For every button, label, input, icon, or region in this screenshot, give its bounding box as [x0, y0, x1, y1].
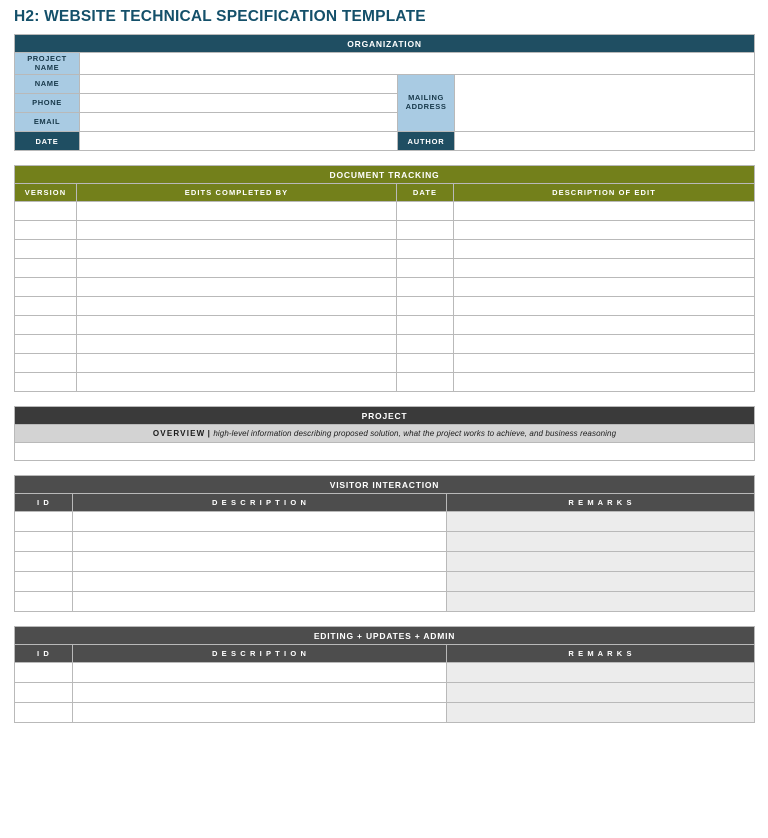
cell-edits-completed-by[interactable] [77, 221, 397, 240]
label-project-name: PROJECT NAME [15, 53, 80, 75]
cell-description[interactable] [73, 683, 447, 703]
overview-input[interactable] [15, 443, 755, 461]
cell-date[interactable] [397, 259, 454, 278]
table-row [15, 259, 755, 278]
cell-version[interactable] [15, 316, 77, 335]
overview-hint: high-level information describing proposed solution, what the project works to achieve, and business reasoning [213, 429, 617, 438]
visitor-interaction-band: VISITOR INTERACTION [15, 476, 755, 494]
cell-id[interactable] [15, 703, 73, 723]
cell-edits-completed-by[interactable] [77, 259, 397, 278]
cell-remarks[interactable] [447, 552, 755, 572]
input-phone[interactable] [80, 94, 398, 113]
overview-header [15, 425, 755, 443]
project-band: PROJECT [15, 407, 755, 425]
visitor-interaction-section [14, 475, 754, 612]
table-row [15, 240, 755, 259]
cell-date[interactable] [397, 373, 454, 392]
col-id: I D [15, 645, 73, 663]
label-author: AUTHOR [398, 132, 455, 151]
cell-date[interactable] [397, 221, 454, 240]
col-remarks: R E M A R K S [447, 494, 755, 512]
cell-version[interactable] [15, 221, 77, 240]
cell-date[interactable] [397, 202, 454, 221]
overview-separator: | [207, 429, 212, 438]
cell-version[interactable] [15, 259, 77, 278]
cell-description[interactable] [73, 703, 447, 723]
cell-edits-completed-by[interactable] [77, 354, 397, 373]
cell-date[interactable] [397, 297, 454, 316]
cell-version[interactable] [15, 354, 77, 373]
cell-version[interactable] [15, 373, 77, 392]
cell-id[interactable] [15, 572, 73, 592]
table-row [15, 552, 755, 572]
input-date[interactable] [80, 132, 398, 151]
cell-edits-completed-by[interactable] [77, 335, 397, 354]
col-edits-completed-by: EDITS COMPLETED BY [77, 184, 397, 202]
cell-description[interactable] [73, 532, 447, 552]
label-date: DATE [15, 132, 80, 151]
cell-description-of-edit[interactable] [454, 297, 755, 316]
cell-description-of-edit[interactable] [454, 373, 755, 392]
cell-description-of-edit[interactable] [454, 335, 755, 354]
table-row [15, 683, 755, 703]
document-tracking-table [14, 165, 755, 392]
table-row [15, 512, 755, 532]
table-row [15, 335, 755, 354]
cell-remarks[interactable] [447, 683, 755, 703]
editing-updates-admin-band: EDITING + UPDATES + ADMIN [15, 627, 755, 645]
input-email[interactable] [80, 113, 398, 132]
cell-remarks[interactable] [447, 512, 755, 532]
cell-version[interactable] [15, 278, 77, 297]
table-row [15, 202, 755, 221]
editing-updates-admin-section [14, 626, 754, 723]
input-project-name[interactable] [80, 53, 755, 75]
cell-remarks[interactable] [447, 663, 755, 683]
cell-remarks[interactable] [447, 703, 755, 723]
cell-id[interactable] [15, 552, 73, 572]
cell-edits-completed-by[interactable] [77, 240, 397, 259]
input-name[interactable] [80, 75, 398, 94]
cell-version[interactable] [15, 335, 77, 354]
cell-description-of-edit[interactable] [454, 221, 755, 240]
table-row [15, 297, 755, 316]
cell-id[interactable] [15, 532, 73, 552]
cell-edits-completed-by[interactable] [77, 297, 397, 316]
table-row [15, 221, 755, 240]
cell-date[interactable] [397, 316, 454, 335]
cell-date[interactable] [397, 335, 454, 354]
input-mailing-address[interactable] [455, 75, 755, 132]
table-row [15, 354, 755, 373]
cell-description-of-edit[interactable] [454, 240, 755, 259]
cell-date[interactable] [397, 240, 454, 259]
document-tracking-band: DOCUMENT TRACKING [15, 166, 755, 184]
cell-version[interactable] [15, 297, 77, 316]
cell-id[interactable] [15, 663, 73, 683]
col-description-of-edit: DESCRIPTION OF EDIT [454, 184, 755, 202]
organization-section [14, 34, 754, 151]
col-version: VERSION [15, 184, 77, 202]
label-email: EMAIL [15, 113, 80, 132]
table-row [15, 592, 755, 612]
cell-description[interactable] [73, 663, 447, 683]
project-section [14, 406, 754, 461]
overview-label: OVERVIEW [152, 429, 206, 438]
editing-updates-admin-table [14, 626, 755, 723]
cell-description-of-edit[interactable] [454, 202, 755, 221]
table-row [15, 572, 755, 592]
document-tracking-section [14, 165, 754, 392]
cell-description[interactable] [73, 592, 447, 612]
input-author[interactable] [455, 132, 755, 151]
page-title [0, 0, 768, 34]
table-row [15, 532, 755, 552]
page-title-text: H2: WEBSITE TECHNICAL SPECIFICATION TEMPLATE [14, 8, 426, 25]
project-table [14, 406, 755, 461]
label-mailing-address: MAILING ADDRESS [398, 75, 455, 132]
col-description: D E S C R I P T I O N [73, 494, 447, 512]
cell-edits-completed-by[interactable] [77, 202, 397, 221]
cell-id[interactable] [15, 683, 73, 703]
cell-remarks[interactable] [447, 572, 755, 592]
cell-edits-completed-by[interactable] [77, 278, 397, 297]
cell-description-of-edit[interactable] [454, 316, 755, 335]
table-row [15, 316, 755, 335]
cell-date[interactable] [397, 278, 454, 297]
table-row [15, 663, 755, 683]
table-row [15, 278, 755, 297]
col-id: I D [15, 494, 73, 512]
cell-edits-completed-by[interactable] [77, 316, 397, 335]
cell-date[interactable] [397, 354, 454, 373]
cell-description[interactable] [73, 572, 447, 592]
cell-description-of-edit[interactable] [454, 259, 755, 278]
label-phone: PHONE [15, 94, 80, 113]
table-row [15, 703, 755, 723]
col-description: D E S C R I P T I O N [73, 645, 447, 663]
cell-description-of-edit[interactable] [454, 278, 755, 297]
cell-id[interactable] [15, 512, 73, 532]
organization-band: ORGANIZATION [15, 35, 755, 53]
cell-description-of-edit[interactable] [454, 354, 755, 373]
cell-version[interactable] [15, 240, 77, 259]
cell-remarks[interactable] [447, 592, 755, 612]
label-name: NAME [15, 75, 80, 94]
cell-description[interactable] [73, 512, 447, 532]
col-remarks: R E M A R K S [447, 645, 755, 663]
visitor-interaction-table [14, 475, 755, 612]
table-row [15, 373, 755, 392]
cell-remarks[interactable] [447, 532, 755, 552]
cell-id[interactable] [15, 592, 73, 612]
cell-description[interactable] [73, 552, 447, 572]
cell-version[interactable] [15, 202, 77, 221]
col-date: DATE [397, 184, 454, 202]
organization-table [14, 34, 755, 151]
cell-edits-completed-by[interactable] [77, 373, 397, 392]
